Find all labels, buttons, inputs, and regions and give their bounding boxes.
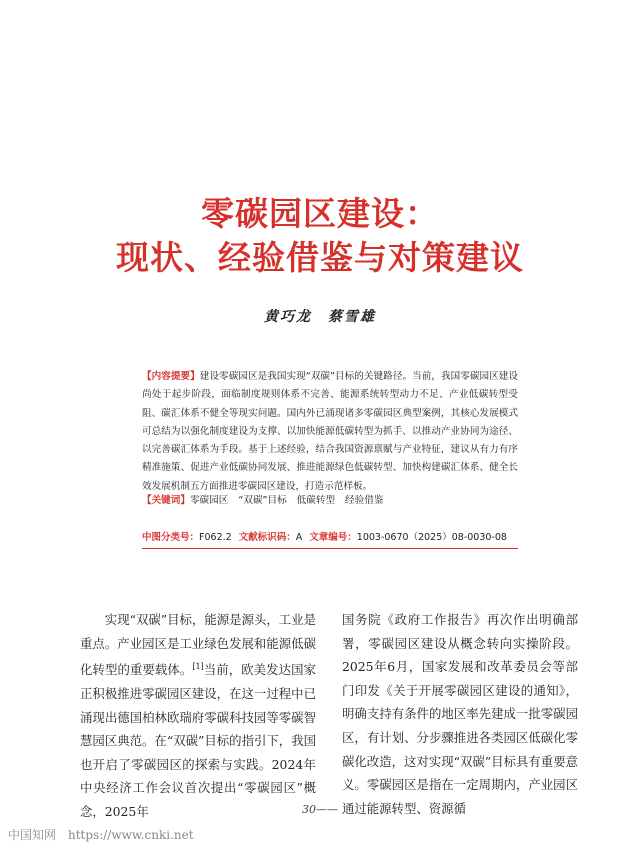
article-number-label: 文章编号： (309, 532, 357, 543)
keywords (142, 492, 518, 510)
doc-code-label: 文献标识码： (238, 532, 296, 543)
body-paragraph: 国务院《政府工作报告》再次作出明确部署，零碳园区建设从概念转向实操阶段。2025年6月，国家发展和改革委员会等部门印发《关于开展零碳园区建设的通知》，明确支持有条件的地区率先建成一批零碳园区，有计划、分步骤推进各类园区低碳化零碳化改造，这对实现“双碳”目标具有重要意义。零碳园区是指在一定周期内，产业园区通过能源转型、资源循 (342, 612, 578, 816)
page-number: 30—— (302, 803, 338, 816)
article-number-value: 1003-0670（2025）08-0030-08 (356, 532, 507, 543)
keyword-item: 零碳园区 (189, 495, 229, 506)
doc-code-value: A (295, 532, 303, 543)
keyword-item: 低碳转型 (296, 495, 336, 506)
title-line-1: 零碳园区建设： (201, 194, 439, 233)
footer-watermark: 中国知网 https://www.cnki.net (8, 828, 194, 842)
authors: 黄巧龙 蔡雪雄 (264, 309, 376, 325)
body-column-left (80, 608, 316, 823)
reference-mark: [1] (192, 662, 204, 672)
divider (142, 548, 518, 549)
abstract-label: 【内容提要】 (142, 371, 200, 382)
classification-line (142, 529, 522, 543)
keyword-item: 经验借鉴 (345, 495, 384, 506)
clc-label: 中图分类号： (142, 532, 200, 543)
body-paragraph (80, 608, 316, 823)
keywords-label: 【关键词】 (142, 495, 190, 506)
clc-value: F062.2 (199, 532, 232, 543)
title-line-2: 现状、经验借鉴与对策建议 (116, 238, 524, 277)
body-text: 当前，欧美发达国家正积极推进零碳园区建设，在这一过程中已涌现出德国柏林欧瑞府零碳科技园等零碳智慧园区典范。在“双碳”目标的指引下，我国也开启了零碳园区的探索与实践。2024年中央经济工作会议首次提出“零碳园区”概念，2025年 (80, 662, 316, 819)
keyword-item: “双碳”目标 (238, 495, 287, 506)
body-column-right (342, 608, 578, 820)
abstract-text: 建设零碳园区是我国实现“双碳”目标的关键路径。当前，我国零碳园区建设尚处于起步阶段，面临制度规则体系不完善、能源系统转型动力不足、产业低碳转型受阻、碳汇体系不健全等现实问题。国内外已涌现诸多零碳园区典型案例，其核心发展模式可总结为以强化制度建设为支撑、以加快能源低碳转型为抓手、以推动产业协同为途径、以完善碳汇体系为手段。基于上述经验，结合我国资源禀赋与产业特征，建议从有力有序精准施策、促进产业低碳协同发展、推进能源绿色低碳转型、加快构建碳汇体系、健全长效发展机制五方面推进零碳园区建设，打造示范样板。 (142, 371, 518, 492)
abstract (142, 368, 518, 496)
body-text: 实现“双碳”目标，能源是源头，工业是重点。产业园区是工业绿色发展和能源低碳化转型的重要载体。 (80, 612, 316, 678)
